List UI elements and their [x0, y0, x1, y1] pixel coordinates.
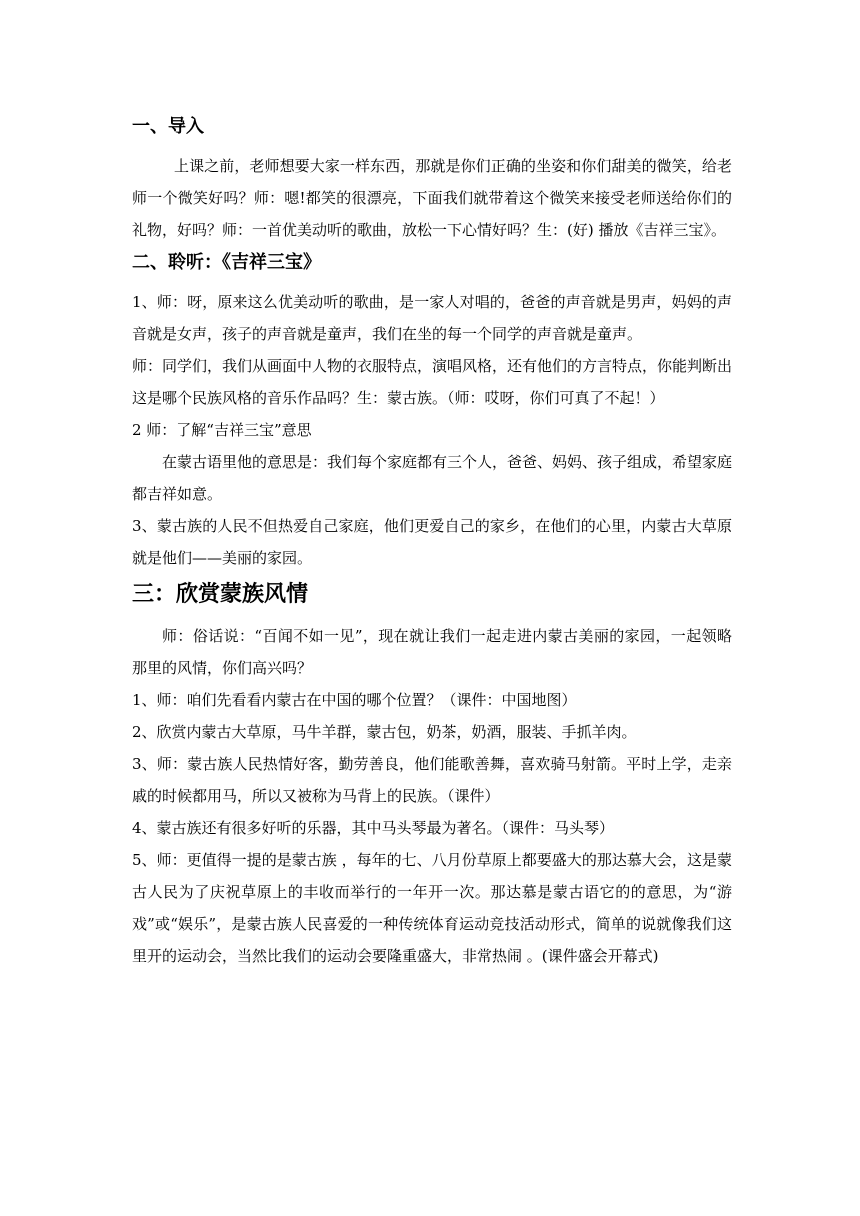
paragraph: 2、欣赏内蒙古大草原，马牛羊群，蒙古包，奶茶，奶酒，服装、手抓羊肉。	[132, 723, 637, 741]
section-heading-intro: 一、导入	[132, 116, 204, 137]
paragraph: 师：同学们，我们从画面中人物的衣服特点，演唱风格，还有他们的方言特点，你能判断出这是哪个民族风格的音乐作品吗？生：蒙古族。（师：哎呀，你们可真了不起！）	[132, 357, 733, 407]
paragraph: 上课之前，老师想要大家一样东西，那就是你们正确的坐姿和你们甜美的微笑，给老师一个微笑好吗？师：嗯!都笑的很漂亮，下面我们就带着这个微笑来接受老师送给你们的礼物，好吗？师：一首优美动听的歌曲，放松一下心情好吗？生：(好) 播放《吉祥三宝》。	[132, 157, 732, 239]
paragraph: 1、师：呀，原来这么优美动听的歌曲，是一家人对唱的，爸爸的声音就是男声，妈妈的声音就是女声，孩子的声音就是童声，我们在坐的每一个同学的声音就是童声。	[132, 293, 732, 343]
paragraph: 4、蒙古族还有很多好听的乐器，其中马头琴最为著名。（课件：马头琴）	[132, 819, 615, 837]
section-heading-appreciate: 三：欣赏蒙族风情	[132, 582, 309, 607]
paragraph: 在蒙古语里他的意思是：我们每个家庭都有三个人，爸爸、妈妈、孩子组成，希望家庭都吉祥如意。	[132, 453, 733, 503]
paragraph: 1、师：咱们先看看内蒙古在中国的哪个位置？（课件：中国地图）	[132, 691, 577, 709]
paragraph: 2 师：了解“吉祥三宝”意思	[132, 421, 312, 439]
paragraph: 师：俗话说：“百闻不如一见”，现在就让我们一起走进内蒙古美丽的家园，一起领略那里的风情，你们高兴吗？	[132, 627, 732, 677]
paragraph: 3、蒙古族的人民不但热爱自己家庭，他们更爱自己的家乡，在他们的心里，内蒙古大草原就是他们——美丽的家园。	[132, 517, 732, 567]
section-heading-listen: 二、聆听：《吉祥三宝》	[132, 252, 321, 273]
paragraph: 5、师：更值得一提的是蒙古族 ，每年的七、八月份草原上都要盛大的那达慕大会，这是蒙古人民为了庆祝草原上的丰收而举行的一年开一次。那达慕是蒙古语它的的意思，为“游戏”或“娱乐”，是蒙古族人民喜爱的一种传统体育运动竞技活动形式，简单的说就像我们这里开的运动会，当然比我们的运动会要隆重盛大，非常热闹 。(课件盛会开幕式)	[132, 851, 732, 965]
paragraph: 3、师：蒙古族人民热情好客，勤劳善良，他们能歌善舞，喜欢骑马射箭。平时上学，走亲戚的时候都用马，所以又被称为马背上的民族。（课件）	[132, 755, 732, 805]
document-body	[132, 112, 732, 972]
